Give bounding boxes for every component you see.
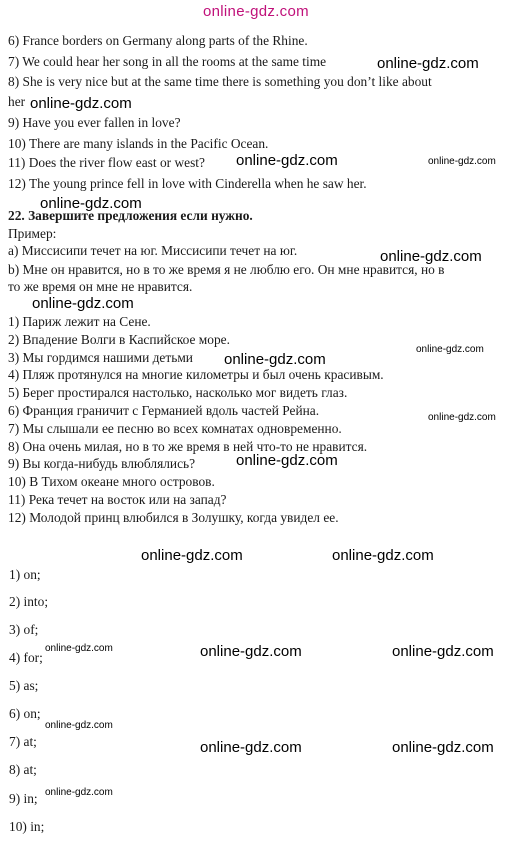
russian-line: 12) Молодой принц влюбился в Золушку, когда увидел ее. <box>8 510 339 525</box>
english-line: 8) She is very nice but at the same time there is something you don’t like about <box>8 74 432 89</box>
russian-line: 1) Париж лежит на Сене. <box>8 314 151 329</box>
russian-line: 4) Пляж протянулся на многие километры и был очень красивым. <box>8 367 384 382</box>
english-line: 9) Have you ever fallen in love? <box>8 115 181 130</box>
answer-item: 6) on; <box>9 706 41 721</box>
example-line: a) Миссисипи течет на юг. Миссисипи течет на юг. <box>8 243 298 258</box>
watermark: online-gdz.com <box>200 739 302 756</box>
watermark: online-gdz.com <box>40 195 142 212</box>
russian-line: 3) Мы гордимся нашими детьми <box>8 350 193 365</box>
watermark: online-gdz.com <box>45 787 113 798</box>
watermark: online-gdz.com <box>30 95 132 112</box>
answer-item: 5) as; <box>9 678 39 693</box>
watermark: online-gdz.com <box>428 156 496 167</box>
answer-item: 3) of; <box>9 622 39 637</box>
watermark: online-gdz.com <box>380 248 482 265</box>
watermark: online-gdz.com <box>141 547 243 564</box>
answer-item: 7) at; <box>9 734 37 749</box>
russian-line: 6) Франция граничит с Германией вдоль частей Рейна. <box>8 403 320 418</box>
example-label: Пример: <box>8 226 57 241</box>
example-line: b) Мне он нравится, но в то же время я не люблю его. Он мне нравится, но в <box>8 262 445 277</box>
russian-line: 8) Она очень милая, но в то же время в ней что-то не нравится. <box>8 439 368 454</box>
watermark: online-gdz.com <box>236 452 338 469</box>
watermark: online-gdz.com <box>45 720 113 731</box>
watermark: online-gdz.com <box>45 643 113 654</box>
watermark: online-gdz.com <box>236 152 338 169</box>
watermark: online-gdz.com <box>416 344 484 355</box>
watermark: online-gdz.com <box>392 739 494 756</box>
watermark: online-gdz.com <box>377 55 479 72</box>
answer-item: 10) in; <box>9 819 45 834</box>
example-line: то же время он мне не нравится. <box>8 279 193 294</box>
english-line: 11) Does the river flow east or west? <box>8 155 205 170</box>
answer-item: 1) on; <box>9 567 41 582</box>
answer-item: 9) in; <box>9 791 38 806</box>
watermark: online-gdz.com <box>332 547 434 564</box>
answer-item: 8) at; <box>9 762 37 777</box>
watermark: online-gdz.com <box>200 643 302 660</box>
russian-line: 10) В Тихом океане много островов. <box>8 474 215 489</box>
english-line: 6) France borders on Germany along parts of the Rhine. <box>8 33 308 48</box>
watermark: online-gdz.com <box>392 643 494 660</box>
watermark: online-gdz.com <box>428 412 496 423</box>
russian-line: 11) Река течет на восток или на запад? <box>8 492 227 507</box>
english-line: 12) The young prince fell in love with Cinderella when he saw her. <box>8 176 367 191</box>
english-line: 7) We could hear her song in all the rooms at the same time <box>8 54 327 69</box>
exercise-title: 22. Завершите предложения если нужно. <box>8 208 253 223</box>
russian-line: 9) Вы когда-нибудь влюблялись? <box>8 456 196 471</box>
russian-line: 7) Мы слышали ее песню во всех комнатах одновременно. <box>8 421 342 436</box>
english-line: 10) There are many islands in the Pacific Ocean. <box>8 136 269 151</box>
watermark: online-gdz.com <box>32 295 134 312</box>
russian-line: 5) Берег простирался настолько, насколько мог видеть глаз. <box>8 385 348 400</box>
answer-item: 2) into; <box>9 594 49 609</box>
english-line: her <box>8 94 26 109</box>
top-watermark: online-gdz.com <box>203 3 309 20</box>
answer-item: 4) for; <box>9 650 43 665</box>
watermark: online-gdz.com <box>224 351 326 368</box>
russian-line: 2) Впадение Волги в Каспийское море. <box>8 332 230 347</box>
